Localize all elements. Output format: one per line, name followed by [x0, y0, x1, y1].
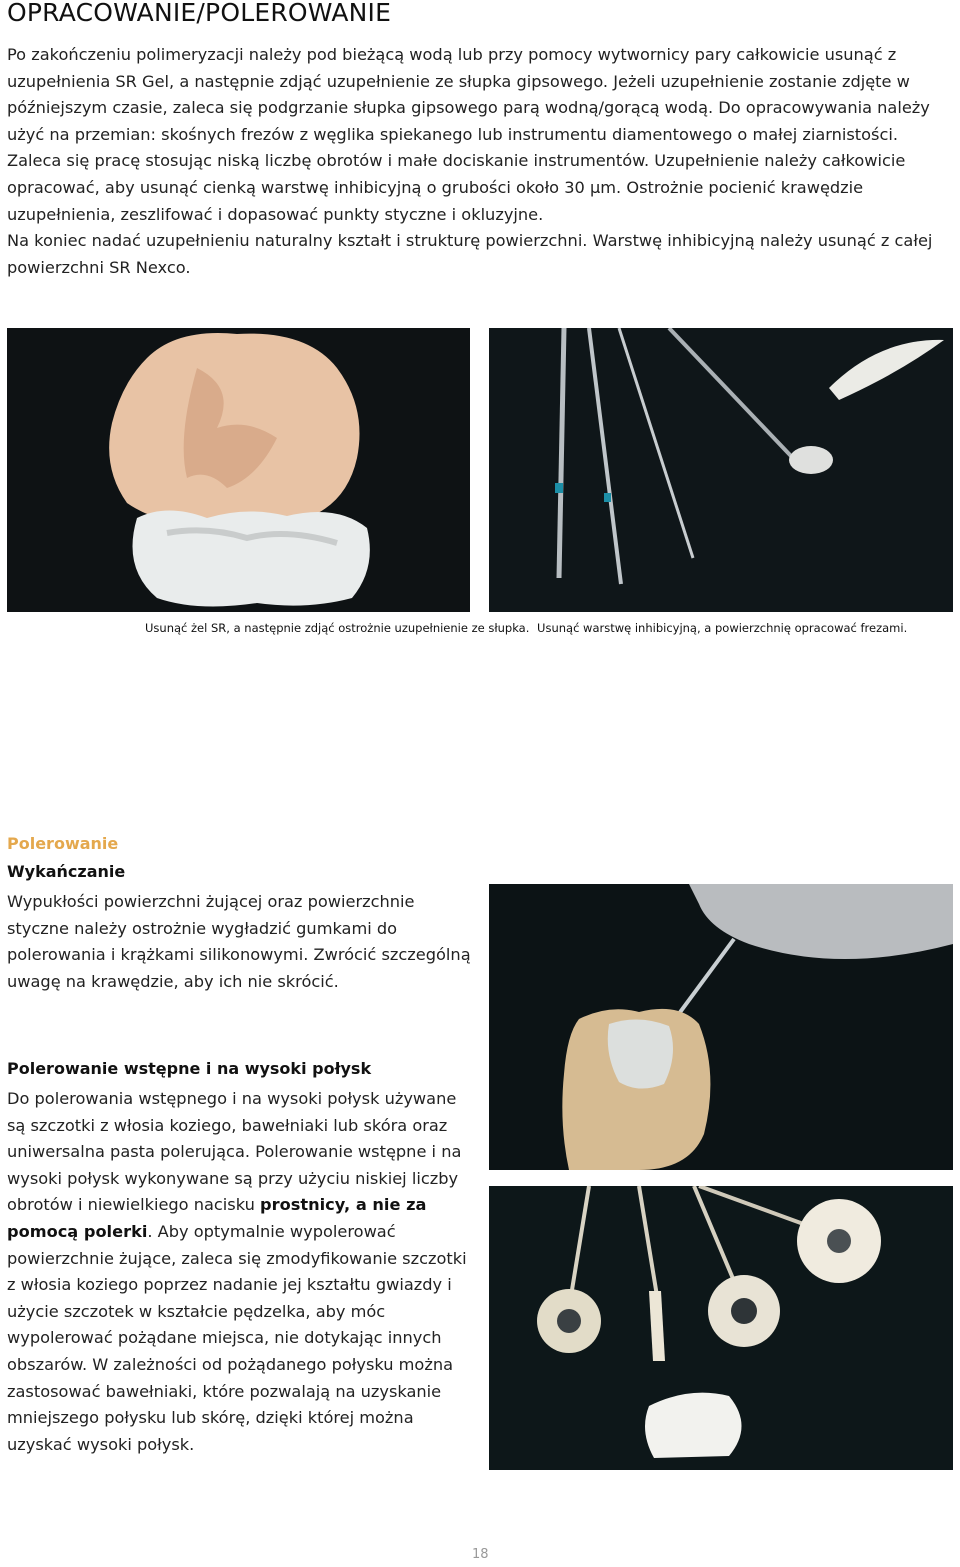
photo-polishing-brushes	[489, 1186, 953, 1470]
prepolish-text-part-1: Do polerowania wstępnego i na wysoki połysk używane są szczotki z włosia koziego, bawełniaki lub skóra oraz uniwersalna pasta polerująca. Polerowanie wstępne i na wysoki połysk wykonywane są przy użyciu niskiej liczby obrotów i niewielkiego nacisku	[7, 1089, 462, 1215]
prepolish-text	[7, 1086, 477, 1458]
photo-burs	[489, 328, 953, 612]
page-number: 18	[472, 1547, 489, 1562]
section-kicker: Polerowanie	[7, 834, 119, 853]
handpiece-illustration	[489, 884, 953, 1170]
restoration-illustration	[7, 328, 470, 612]
finishing-heading: Wykańczanie	[7, 862, 126, 881]
brushes-illustration	[489, 1186, 953, 1470]
caption-left: Usunąć żel SR, a następnie zdjąć ostrożnie uzupełnienie ze słupka.	[145, 621, 530, 635]
photo-restoration-removed	[7, 328, 470, 612]
photo-captions	[145, 621, 911, 635]
page-title: OPRACOWANIE/POLEROWANIE	[7, 0, 392, 27]
intro-paragraph-1: Po zakończeniu polimeryzacji należy pod bieżącą wodą lub przy pomocy wytwornicy pary całkowicie usunąć z uzupełnienia SR Gel, a następnie zdjąć uzupełnienie ze słupka gipsowego. Jeżeli uzupełnienie zostanie zdjęte w późniejszym czasie, zaleca się podgrzanie słupka gipsowego parą wodną/gorącą wodą. Do opracowywania należy użyć na przemian: skośnych frezów z węglika spiekanego lub instrumentu diamentowego o małej ziarnistości. Zaleca się pracę stosując niską liczbę obrotów i małe dociskanie instrumentów. Uzupełnienie należy całkowicie opracować, aby usunąć cienką warstwę inhibicyjną o grubości około 30 µm. Ostrożnie pocienić krawędzie uzupełnienia, zeszlifować i dopasować punkty styczne i okluzyjne.	[7, 45, 930, 224]
intro-text	[7, 42, 952, 281]
caption-right: Usunąć warstwę inhibicyjną, a powierzchnię opracować frezami.	[537, 621, 908, 635]
intro-paragraph-2: Na koniec nadać uzupełnieniu naturalny kształt i strukturę powierzchni. Warstwę inhibicyjną należy usunąć z całej powierzchni SR Nexco.	[7, 231, 933, 277]
photo-handpiece-polishing	[489, 884, 953, 1170]
burs-illustration	[489, 328, 953, 612]
prepolish-heading: Polerowanie wstępne i na wysoki połysk	[7, 1059, 372, 1078]
prepolish-text-bold: prostnicy, a nie za pomocą polerki	[7, 1195, 427, 1241]
prepolish-text-part-2: . Aby optymalnie wypolerować powierzchnie żujące, zaleca się zmodyfikowanie szczotki z włosia koziego poprzez nadanie jej kształtu gwiazdy i użycie szczotek w kształcie pędzelka, aby móc wypolerować pożądane miejsca, nie dotykając innych obszarów. W zależności od pożądanego połysku można zastosować bawełniaki, które pozwalają na uzyskanie mniejszego połysku lub skórę, dzięki której można uzyskać wysoki połysk.	[7, 1221, 467, 1454]
finishing-text: Wypukłości powierzchni żującej oraz powierzchnie styczne należy ostrożnie wygładzić gumkami do polerowania i krążkami silikonowymi. Zwrócić szczególną uwagę na krawędzie, aby ich nie skrócić.	[7, 892, 471, 991]
